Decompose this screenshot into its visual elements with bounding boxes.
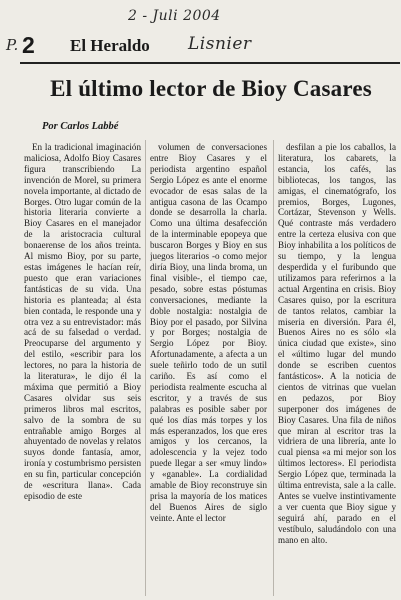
article-column-1 — [24, 142, 141, 594]
article-title: El último lector de Bioy Casares — [50, 76, 372, 101]
page-number: 2 — [22, 32, 35, 58]
column-text: volumen de conversaciones entre Bioy Casares y el periodista argentino español Sergio López es ante el enorme evocador de esas salas de la antigua casona de las Ocampo donde se desarrolla la charla. Como una última desafección de la interminable epopeya que buscaron Borges y Bioy en sus juegos literarios -o como mejor diría Bioy, una linda broma, un final visible-, el tiempo cae, pesado, sobre estas póstumas conversaciones, mediante la doble nostalgia: nostalgia de Bioy por el pasado, por Silvina y por Borges; nostalgia de Sergio López por Bioy. Afortunadamente, a afecta a un suele teñirlo todo de un sutil cariño. Es así como el periodista realmente escucha al escritor, y a través de sus palabras es posible saber por qué los días más torpes y los más esperanzados, los que eres amigos y los cercanos, la adolescencia y la vejez todo puede llegar a ser «muy lindo» y «ganable». La cordialidad amable de Bioy reconstruye sin prisa la mayoría de los matices del Buenos Aires de siglo veinte. Ante el lector — [150, 142, 267, 523]
article-column-3 — [278, 142, 396, 594]
article-byline: Por Carlos Labbé — [42, 121, 119, 132]
handwritten-date: 2 - Juli 2004 — [128, 8, 221, 24]
column-text: En la tradicional imaginación maliciosa, Adolfo Bioy Casares figura transcribiendo La invención de Morel, su primera novela importante, al dictado de Borges. Otro lugar común de la historia literaria convierte a Bioy Casares en el manejador de la aristocracia cultural bonaerense de los años treinta. Al mismo Bioy, por su parte, estas imágenes le hacían reír, puesto que eran variaciones fantásticas de su vida. Una historia es planteada; al ésta bien contada, le responde una y otra vez a su entrevistador: más acá de su falsedad o verdad. Preocuparse del argumento y del estilo, «escribir para los lectores, no para la historia de la literatura», le dijo él la máxima que permitió a Bioy Casares olvidar sus seis primeros libros mal escritos, salvo de la sombra de su entrañable amigo Borges al ahuyentado de novelas y relatos suyos donde fantasía, amor, ironía y costumbrismo persisten en su fin, particular concepción de «escritura llana». Cada episodio de este — [24, 142, 141, 501]
handwritten-signature: Lisnier — [188, 34, 252, 54]
column-divider — [145, 140, 146, 596]
handwritten-page-mark: P. — [6, 36, 19, 54]
newspaper-name: El Heraldo — [70, 36, 150, 55]
column-divider — [273, 140, 274, 596]
column-text: desfilan a pie los caballos, la literatura, los cabarets, la estancia, los cafés, las bibliotecas, los tangos, las amigas, el cinematógrafo, los premios, Borges, Lugones, Cortázar, Stevenson y Wells. Qué contraste más verdadero entre la certeza elusiva con que Bioy inhabilita a los políticos de su tiempo, y la lengua desperdida y el furibundo que utilizamos para referirnos a la actual Argentina en crisis. Bioy Casares quiso, por la escritura de tantos relatos, cambiar la miseria en diversión. Para él, Buenos Aires no es sólo «la única ciudad que existe», sino el «último lugar del mundo donde se escriben cuentos fantásticos». A la noticia de cientos de vitrinas que vuelan en pedazos, por Bioy superponer dos imágenes de Bioy Casares. Una fila de niños que miran al escritor tras la vidriera de una librería, ante lo cual piensa «a mi mejor son los últimos lectores». El periodista Sergio López que, terminada la última entrevista, sale a la calle. Antes se vuelve instintivamente a ver cuenta que Bioy sigue y seguirá ahí, parado en el vestíbulo, saludándolo con una mano en alto. — [278, 142, 396, 545]
header-rule — [20, 62, 400, 64]
article-column-2 — [150, 142, 267, 594]
